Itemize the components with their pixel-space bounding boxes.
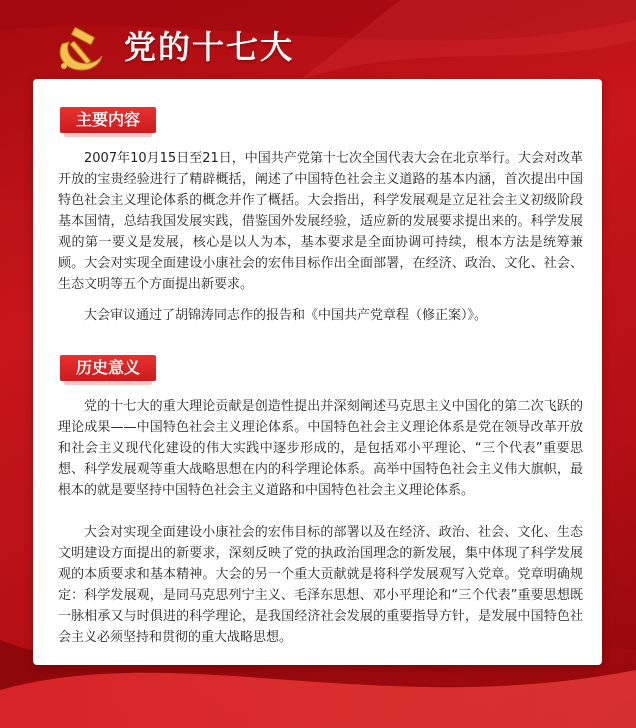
- section-label-main-content: 主要内容: [60, 107, 156, 133]
- page-title: 党的十七大: [124, 28, 295, 66]
- main-content-paragraph-1: 2007年10月15日至21日，中国共产党第十七次全国代表大会在北京举行。大会对改革开放的宝贵经验进行了精辟概括，阐述了中国特色社会主义道路的基本内涵，首次提出中国特色社会主义理论体系的概念并作了概括。大会指出，科学发展观是立足社会主义初级阶段基本国情，总结我国发展实践，借鉴国外发展经验，适应新的发展要求提出来的。科学发展观的第一要义是发展，核心是以人为本，基本要求是全面协调可持续，根本方法是统筹兼顾。大会对实现全面建设小康社会的宏伟目标作出全面部署，在经济、政治、文化、社会、生态文明等五个方面提出新要求。: [58, 151, 583, 292]
- history-paragraph-2: 大会对实现全面建设小康社会的宏伟目标的部署以及在经济、政治、社会、文化、生态文明建设方面提出的新要求，深刻反映了党的执政治国理念的新发展，集中体现了科学发展观的本质要求和基本精神。大会的另一个重大贡献就是将科学发展观写入党章。党章明确规定：科学发展观，是同马克思列宁主义、毛泽东思想、邓小平理论和“三个代表”重要思想既一脉相承又与时俱进的科学理论，是我国经济社会发展的重要指导方针，是发展中国特色社会主义必须坚持和贯彻的重大战略思想。: [58, 525, 583, 645]
- hammer-sickle-icon: [52, 26, 108, 74]
- main-content-paragraph-2: 大会审议通过了胡锦涛同志作的报告和《中国共产党章程（修正案）》。: [84, 308, 488, 323]
- header: [0, 0, 636, 80]
- history-paragraph-1: 党的十七大的重大理论贡献是创造性提出并深刻阐述马克思主义中国化的第二次飞跃的理论成果——中国特色社会主义理论体系。中国特色社会主义理论体系是党在领导改革开放和社会主义现代化建设的伟大实践中逐步形成的，是包括邓小平理论、“三个代表”重要思想、科学发展观等重大战略思想在内的科学理论体系。高举中国特色社会主义伟大旗帜，最根本的就是要坚持中国特色社会主义道路和中国特色社会主义理论体系。: [58, 399, 583, 498]
- section-label-historical-significance: 历史意义: [60, 355, 156, 381]
